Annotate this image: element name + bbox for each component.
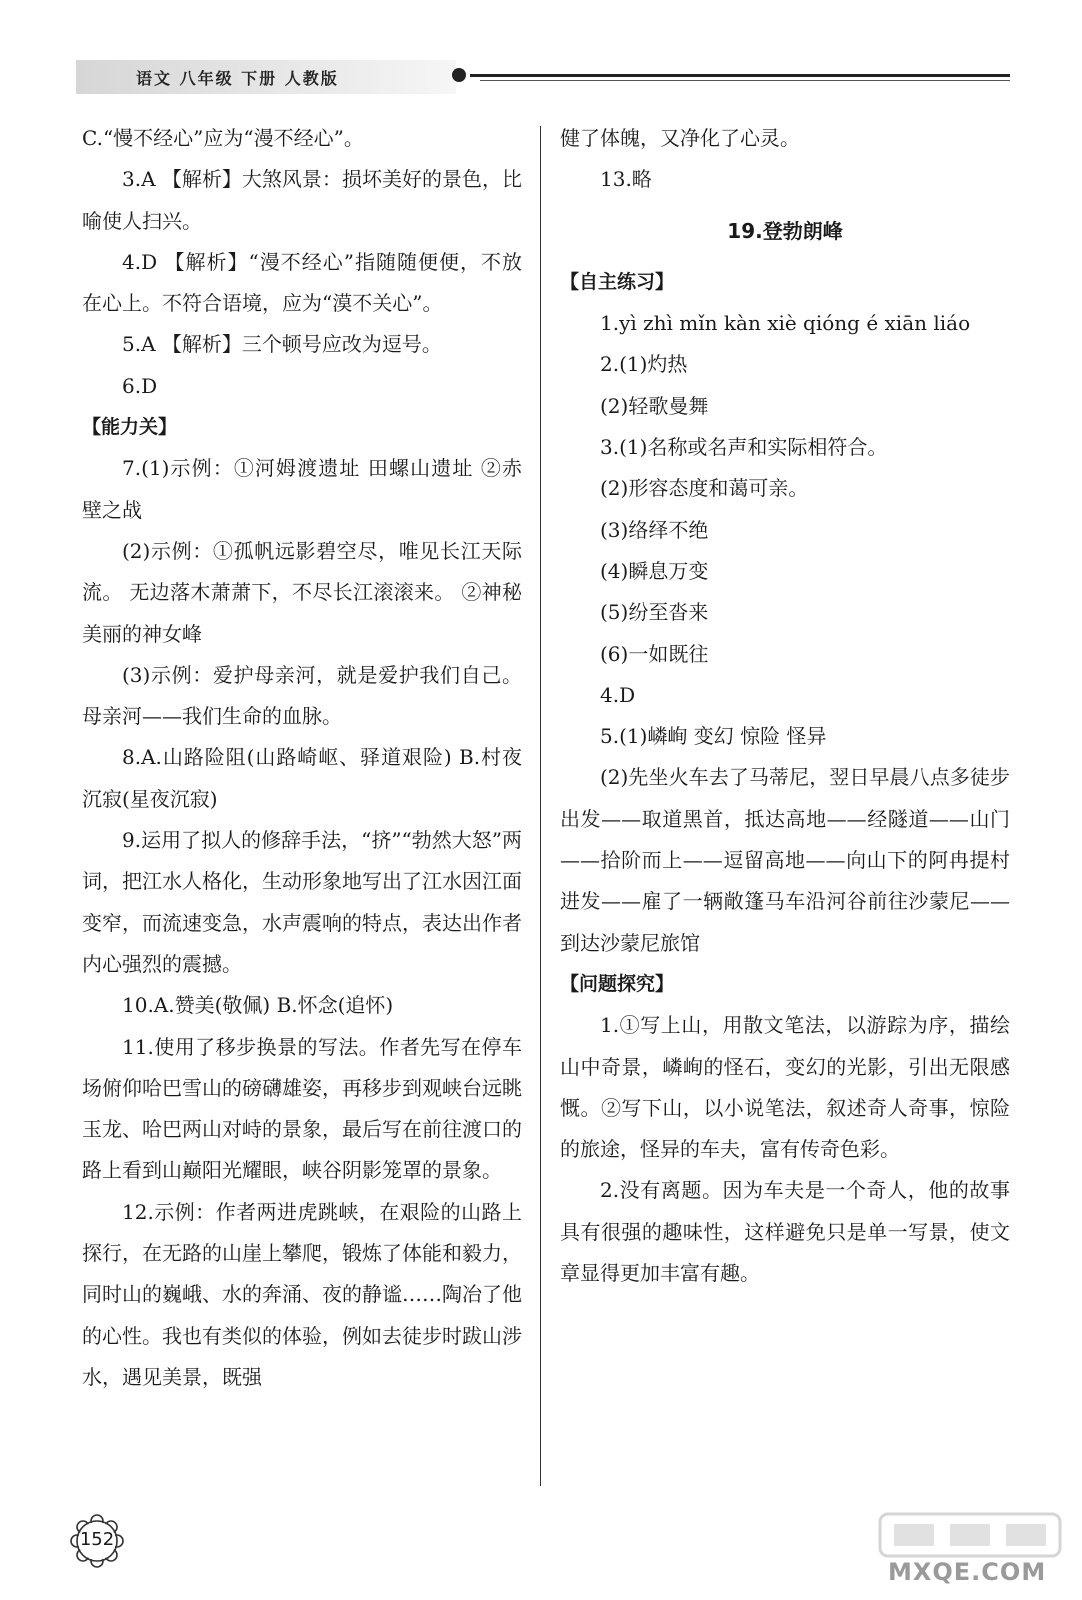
answer-paragraph: (4)瞬息万变 <box>600 558 709 583</box>
answer-paragraph: 2.(1)灼热 <box>600 352 688 377</box>
answer-paragraph: 健了体魄，又净化了心灵。 <box>560 126 800 150</box>
answer-paragraph: 6.D <box>122 373 158 398</box>
answer-paragraph: 5.A 【解析】三个顿号应改为逗号。 <box>122 332 442 357</box>
header-bullet-icon <box>452 68 466 82</box>
column-divider <box>540 126 541 1486</box>
answer-paragraph: 10.A.赞美(敬佩) B.怀念(追怀) <box>122 993 394 1018</box>
answer-paragraph: 1.①写上山，用散文笔法，以游踪为序，描绘山中奇景，嶙峋的怪石，变幻的光影，引出无限感慨。②写下山，以小说笔法，叙述奇人奇事，惊险的旅途，怪异的车夫，富有传奇色彩。 <box>560 1013 1010 1162</box>
answer-paragraph: (6)一如既往 <box>600 641 709 666</box>
header-rule <box>470 74 1010 77</box>
section-heading: 【问题探究】 <box>560 972 675 995</box>
running-header-band <box>76 60 456 94</box>
answer-paragraph: C.“慢不经心”应为“漫不经心”。 <box>82 126 364 150</box>
answer-paragraph: 5.(1)嶙峋 变幻 惊险 怪异 <box>600 724 827 749</box>
answer-paragraph: (2)形容态度和蔼可亲。 <box>600 476 809 501</box>
answer-paragraph: 12.示例：作者两进虎跳峡，在艰险的山路上探行，在无路的山崖上攀爬，锻炼了体能和毅力，同时山的巍峨、水的奔涌、夜的静谧……陶冶了他的心性。我也有类似的体验，例如去徒步时跋山涉水，遇见美景，既强 <box>82 1199 522 1389</box>
answer-paragraph: 11.使用了移步换景的写法。作者先写在停车场俯仰哈巴雪山的磅礴雄姿，再移步到观峡台远眺玉龙、哈巴两山对峙的景象，最后写在前往渡口的路上看到山巅阳光耀眼，峡谷阴影笼罩的景象。 <box>82 1034 522 1183</box>
section-heading: 【自主练习】 <box>560 270 675 293</box>
answer-paragraph: (3)示例：爱护母亲河，就是爱护我们自己。 母亲河——我们生命的血脉。 <box>82 662 522 729</box>
answer-paragraph: (5)纷至沓来 <box>600 600 709 625</box>
running-header: 语文 八年级 下册 人教版 <box>136 69 339 88</box>
answer-paragraph: 4.D <box>600 682 636 707</box>
lesson-title: 19.登勃朗峰 <box>727 218 843 243</box>
answer-paragraph: (3)络绎不绝 <box>600 517 709 542</box>
answer-paragraph: (2)示例：①孤帆远影碧空尽，唯见长江天际流。 无边落木萧萧下，不尽长江滚滚来。 ②神秘美丽的神女峰 <box>82 538 522 646</box>
answer-paragraph: 7.(1)示例：①河姆渡遗址 田螺山遗址 ②赤壁之战 <box>82 456 522 522</box>
answer-paragraph: 3.A 【解析】大煞风景：损坏美好的景色，比喻使人扫兴。 <box>82 167 522 233</box>
left-column <box>82 118 522 1398</box>
right-column <box>560 118 1010 1294</box>
header-rule-thin <box>480 80 1010 81</box>
answer-paragraph: 3.(1)名称或名声和实际相符合。 <box>600 435 888 460</box>
watermark-text: MXQE.COM <box>888 1558 1047 1586</box>
answer-paragraph: 9.运用了拟人的修辞手法，“挤”“勃然大怒”两词，把江水人格化，生动形象地写出了江水因江面变窄，而流速变急，水声震响的特点，表达出作者内心强烈的震撼。 <box>82 828 522 976</box>
answer-paragraph: 1.yì zhì mǐn kàn xiè qióng é xiān liáo <box>600 311 971 336</box>
answer-paragraph: 4.D 【解析】“漫不经心”指随随便便，不放在心上。不符合语境，应为“漠不关心”。 <box>82 249 522 316</box>
answer-paragraph: 8.A.山路险阻(山路崎岖、驿道艰险) B.村夜沉寂(星夜沉寂) <box>82 745 522 811</box>
section-heading: 【能力关】 <box>82 416 178 439</box>
answer-paragraph: 13.略 <box>600 167 652 192</box>
answer-paragraph: (2)先坐火车去了马蒂尼，翌日早晨八点多徒步出发——取道黑首，抵达高地——经隧道——山门——拾阶而上——逗留高地——向山下的阿冉提村进发——雇了一辆敞篷马车沿河谷前往沙蒙尼——到达沙蒙尼旅馆 <box>560 765 1010 955</box>
answer-paragraph: 2.没有离题。因为车夫是一个奇人，他的故事具有很强的趣味性，这样避免只是单一写景，使文章显得更加丰富有趣。 <box>560 1178 1010 1286</box>
answer-paragraph: (2)轻歌曼舞 <box>600 393 709 418</box>
page-number: 152 <box>79 1529 115 1550</box>
